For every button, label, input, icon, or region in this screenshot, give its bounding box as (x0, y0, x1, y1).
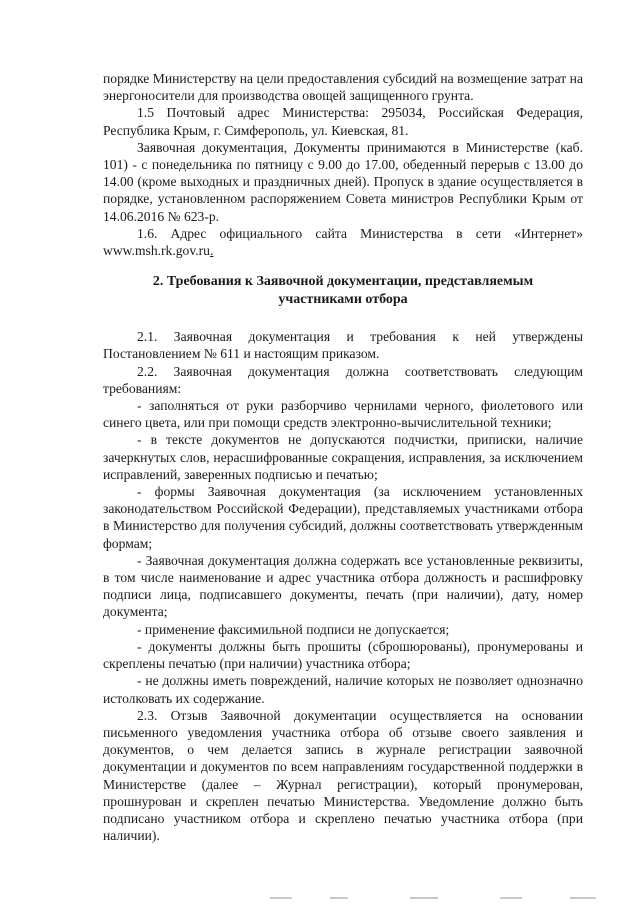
paragraph-2-3: 2.3. Отзыв Заявочной документации осуществляется на основании письменного уведомления участника отбора об отзыве своего заявления и документов, о чем делается запись в журнале регистрации заявочной документации и документов по всем направлениям государственной поддержки в Министерстве (далее – Журнал регистрации), который пронумерован, прошнурован и скреплен печатью Министерства. Уведомление должно быть подписано участником отбора и скреплено печатью участника отбора (при наличии). (103, 707, 583, 844)
requirement-item: - применение факсимильной подписи не допускается; (137, 621, 450, 637)
website-label: 1.6. Адрес официального сайта Министерства в сети «Интернет» (137, 225, 583, 241)
requirement-item: - формы Заявочная документация (за исключением установленных законодательством Российской Федерации), представляемых участниками отбора в Министерство для получения субсидий, должны соответствовать утвержденным формам; (103, 484, 583, 551)
paragraph-website (103, 225, 583, 259)
scan-artifacts (270, 893, 620, 899)
website-link[interactable]: www.msh.rk.gov.ru (103, 243, 210, 259)
requirement-item: - заполняться от руки разборчиво чернилами черного, фиолетового или синего цвета, или при помощи средств электронно-вычислительной техники; (103, 398, 583, 431)
requirement-item: - Заявочная документация должна содержать все установленные реквизиты, в том числе наименование и адрес участника отбора должность и расшифровку подписи лица, подписавшего документы, печать (при наличии), дату, номер документа; (103, 552, 583, 620)
requirement-item: - в тексте документов не допускаются подчистки, приписки, наличие зачеркнутых слов, нерасшифрованные сокращения, исправления, за исключением исправлений, заверенных подписью и печатью; (103, 432, 583, 482)
section-heading: 2. Требования к Заявочной документации, представляемым участниками отбора (152, 274, 534, 307)
paragraph-2-1: 2.1. Заявочная документация и требования к ней утверждены Постановлением № 611 и настоящим приказом. (103, 329, 583, 362)
paragraph-2-2: 2.2. Заявочная документация должна соответствовать следующим требованиям: (103, 363, 583, 396)
paragraph-subsidy-order: порядке Министерству на цели предоставления субсидий на возмещение затрат на энергоносители для производства овощей защищенного грунта. (103, 71, 583, 104)
requirement-item: - документы должны быть прошиты (сброшюрованы), пронумерованы и скреплены печатью (при наличии) участника отбора; (103, 638, 583, 672)
paragraph-reception-hours: Заявочная документация, Документы принимаются в Министерстве (каб. 101) - с понедельника по пятницу с 9.00 до 17.00, обеденный перерыв с 13.00 до 14.00 (кроме выходных и праздничных дней). Пропуск в здание осуществляется в порядке, установленном распоряжением Совета министров Республики Крым от 14.06.2016 № 623-р. (103, 139, 583, 224)
document-body (103, 70, 583, 844)
website-link-suffix: . (209, 243, 214, 259)
requirement-item: - не должны иметь повреждений, наличие которых не позволяет однозначно истолковать их содержание. (103, 673, 583, 706)
paragraph-postal-address: 1.5 Почтовый адрес Министерства: 295034, Российская Федерация, Республика Крым, г. Симферополь, ул. Киевская, 81. (103, 105, 583, 138)
